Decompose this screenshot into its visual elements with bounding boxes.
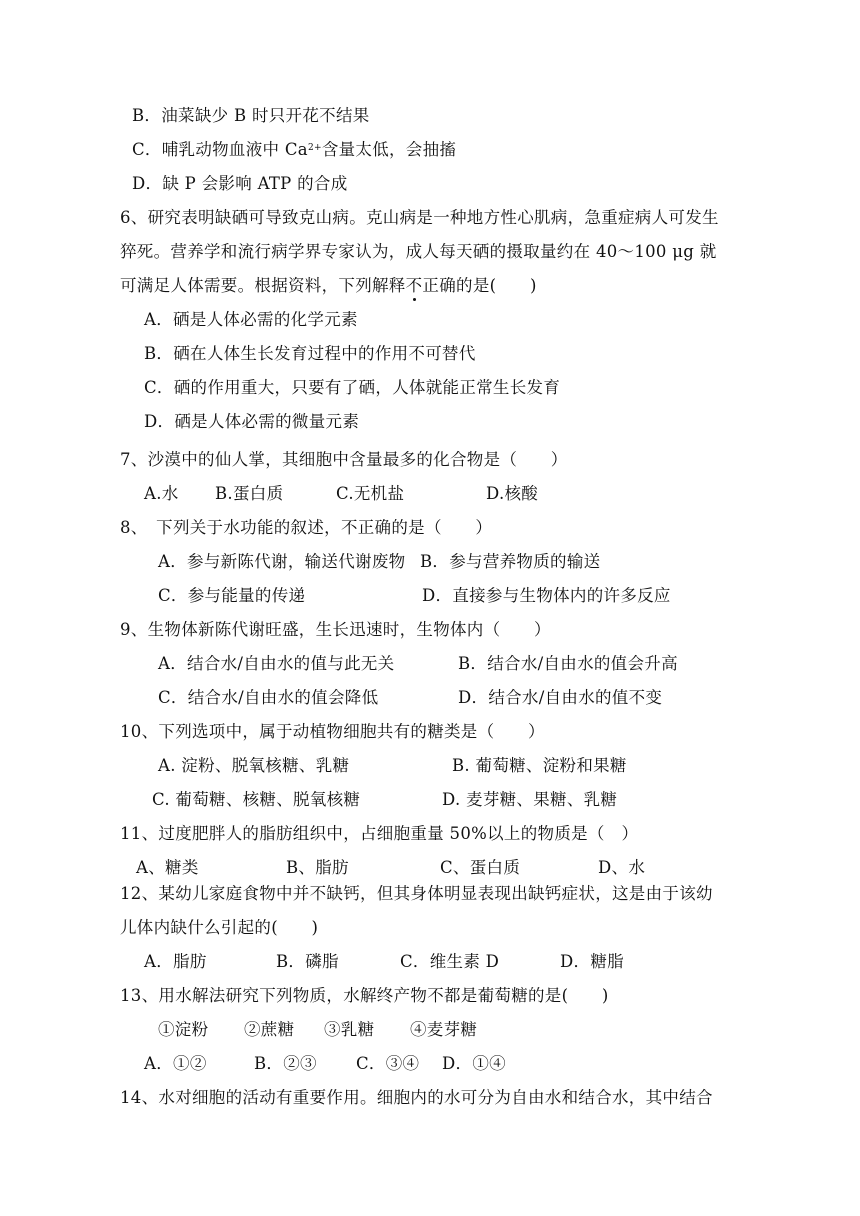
q13-option-d: D．①④ — [442, 1054, 506, 1073]
q9-option-b: B．结合水/自由水的值会升高 — [458, 654, 678, 673]
q6-stem-line1: 6、研究表明缺硒可导致克山病。克山病是一种地方性心肌病，急重症病人可发生 — [120, 208, 719, 227]
q13-option-a: A．①② — [144, 1054, 207, 1073]
q14-stem-line1: 14、水对细胞的活动有重要作用。细胞内的水可分为自由水和结合水，其中结合 — [120, 1088, 713, 1107]
q11-option-a: A、糖类 — [136, 858, 199, 877]
q7-option-b: B.蛋白质 — [215, 484, 284, 503]
q6-stem-line3-end: 正确的是( ) — [422, 276, 537, 295]
emphasis-dot-char: 不 — [405, 276, 423, 295]
q6-option-a: A．硒是人体必需的化学元素 — [144, 310, 358, 329]
q13-item-1: ①淀粉 — [158, 1020, 209, 1039]
q6-option-c: C．硒的作用重大，只要有了硒，人体就能正常生长发育 — [144, 378, 561, 397]
q6-stem-line2: 猝死。营养学和流行病学界专家认为，成人每天硒的摄取量约在 40～100 μg 就 — [120, 242, 717, 261]
q10-option-d: D. 麦芽糖、果糖、乳糖 — [442, 790, 618, 809]
q13-item-2: ②蔗糖 — [244, 1020, 295, 1039]
q12-option-d: D．糖脂 — [560, 952, 624, 971]
q13-item-4: ④麦芽糖 — [410, 1020, 478, 1039]
q5-option-d: D．缺 P 会影响 ATP 的合成 — [132, 174, 348, 193]
q6-option-d: D．硒是人体必需的微量元素 — [144, 412, 360, 431]
q6-stem-line3 — [120, 276, 537, 296]
q8-option-b: B．参与营养物质的输送 — [420, 552, 601, 571]
q7-stem: 7、沙漠中的仙人掌，其细胞中含量最多的化合物是（ ） — [120, 450, 568, 469]
q5-option-c-superscript: 2+ — [307, 143, 322, 153]
q9-option-a: A．结合水/自由水的值与此无关 — [158, 654, 395, 673]
q12-option-b: B．磷脂 — [276, 952, 339, 971]
q12-option-c: C．维生素 D — [400, 952, 500, 971]
q8-option-c: C．参与能量的传递 — [158, 586, 306, 605]
q7-option-a: A.水 — [144, 484, 179, 503]
q13-option-c: C．③④ — [356, 1054, 420, 1073]
q10-option-a: A. 淀粉、脱氧核糖、乳糖 — [158, 756, 350, 775]
q11-option-d: D、水 — [598, 858, 646, 877]
q7-option-c: C.无机盐 — [336, 484, 405, 503]
q12-option-a: A．脂肪 — [144, 952, 207, 971]
q13-item-3: ③乳糖 — [324, 1020, 375, 1039]
q13-stem: 13、用水解法研究下列物质，水解终产物不都是葡萄糖的是( ) — [120, 986, 609, 1005]
q12-stem-line1: 12、某幼儿家庭食物中并不缺钙，但其身体明显表现出缺钙症状，这是由于该幼 — [120, 884, 713, 903]
q10-option-c: C. 葡萄糖、核糖、脱氧核糖 — [152, 790, 361, 809]
q12-stem-line2: 儿体内缺什么引起的( ) — [120, 918, 319, 937]
q11-stem: 11、过度肥胖人的脂肪组织中，占细胞重量 50%以上的物质是（ ） — [120, 824, 639, 843]
q5-option-c-text-end: 含量太低，会抽搐 — [321, 140, 457, 159]
q8-option-d: D．直接参与生物体内的许多反应 — [422, 586, 671, 605]
q8-option-a: A．参与新陈代谢，输送代谢废物 — [158, 552, 406, 571]
q6-option-b: B．硒在人体生长发育过程中的作用不可替代 — [144, 344, 476, 363]
q6-stem-line3-text: 可满足人体需要。根据资料，下列解释 — [120, 276, 406, 295]
q8-stem: 8、 下列关于水功能的叙述，不正确的是（ ） — [120, 518, 493, 537]
q13-option-b: B．②③ — [254, 1054, 317, 1073]
q11-option-b: B、脂肪 — [286, 858, 349, 877]
q10-stem: 10、下列选项中，属于动植物细胞共有的糖类是（ ） — [120, 722, 545, 741]
q9-option-d: D．结合水/自由水的值不变 — [458, 688, 663, 707]
q5-option-c — [132, 140, 456, 160]
q9-stem: 9、生物体新陈代谢旺盛，生长迅速时，生物体内（ ） — [120, 620, 551, 639]
q11-option-c: C、蛋白质 — [440, 858, 521, 877]
q9-option-c: C．结合水/自由水的值会降低 — [158, 688, 379, 707]
q7-option-d: D.核酸 — [486, 484, 539, 503]
q5-option-c-text: C．哺乳动物血液中 Ca — [132, 140, 308, 159]
q10-option-b: B. 葡萄糖、淀粉和果糖 — [452, 756, 627, 775]
q5-option-b: B．油菜缺少 B 时只开花不结果 — [132, 106, 370, 125]
